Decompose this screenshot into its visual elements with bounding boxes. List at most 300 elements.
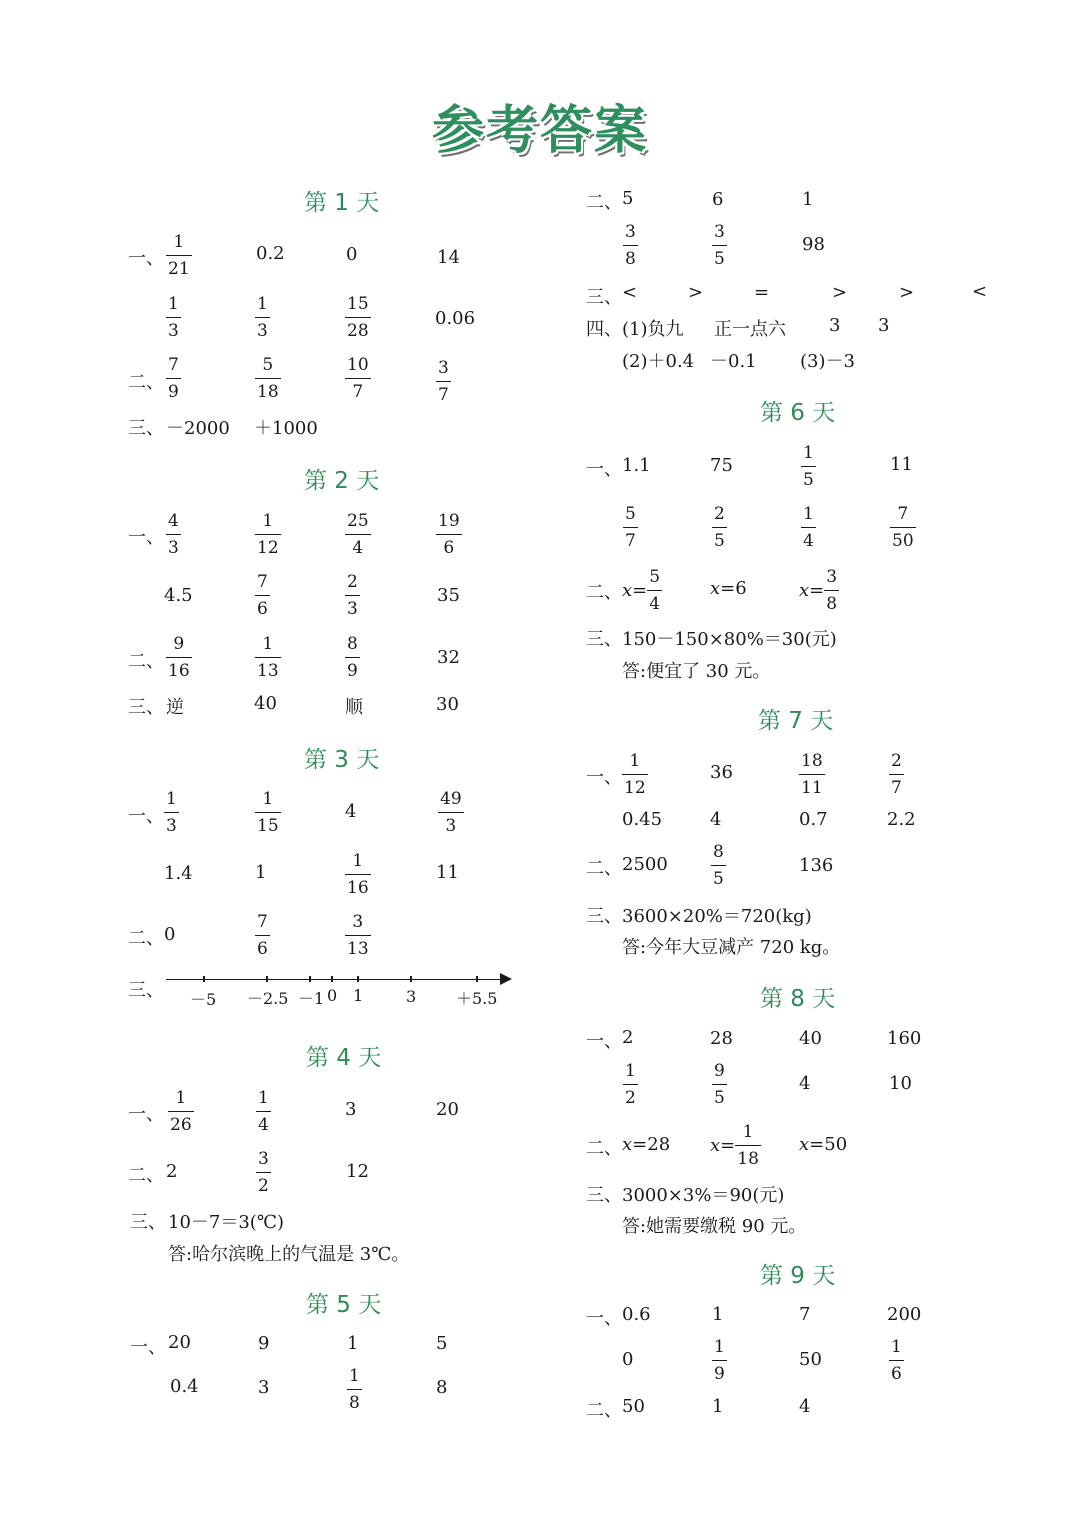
answer: 20 <box>436 1099 459 1120</box>
denominator: 4 <box>649 594 661 614</box>
numerator: 2 <box>714 504 725 524</box>
section-mark: 二、 <box>128 1165 164 1186</box>
fraction <box>258 1087 269 1136</box>
number-line-label: －5 <box>190 990 217 1009</box>
numerator: 5 <box>649 567 661 587</box>
denominator: 3 <box>445 816 457 836</box>
numerator: 1 <box>262 789 274 809</box>
day-heading: 第 9 天 <box>760 1263 836 1289</box>
fraction-bar <box>164 812 179 813</box>
numerator: 4 <box>168 511 179 531</box>
denominator: 2 <box>258 1176 269 1196</box>
numerator: 7 <box>257 912 268 932</box>
numerator: 15 <box>347 294 369 314</box>
answer: 9 <box>258 1333 270 1354</box>
denominator: 13 <box>347 939 369 959</box>
number-line-label: 1 <box>353 986 364 1005</box>
fraction <box>166 788 177 837</box>
fraction <box>624 750 646 799</box>
fraction-bar <box>799 774 825 775</box>
numerator: 1 <box>173 232 185 252</box>
fraction-bar <box>345 317 371 318</box>
fraction <box>168 293 179 342</box>
fraction <box>257 293 268 342</box>
calculation: 3000×3%＝90(元) <box>622 1185 785 1206</box>
calculation: 150－150×80%＝30(元) <box>622 629 837 650</box>
fraction-bar <box>345 874 371 875</box>
answer: 136 <box>799 855 834 876</box>
answer: 6 <box>712 189 724 210</box>
numerator: 3 <box>438 358 449 378</box>
denominator: 3 <box>257 321 268 341</box>
answer: 98 <box>802 234 825 255</box>
section-mark: 二、 <box>128 928 164 949</box>
section-mark: 四、 <box>586 319 622 340</box>
answer: 0.6 <box>622 1304 651 1325</box>
denominator: 5 <box>714 249 725 269</box>
answer: 8 <box>436 1377 448 1398</box>
day-heading: 第 1 天 <box>304 190 380 216</box>
answer: 2 <box>166 1161 178 1182</box>
day-heading: 第 4 天 <box>306 1045 382 1071</box>
section-mark: 三、 <box>586 1185 622 1206</box>
section-mark: 一、 <box>130 1337 166 1358</box>
fraction-bar <box>166 317 181 318</box>
section-mark: 二、 <box>586 582 622 603</box>
numerator: 49 <box>440 789 462 809</box>
equation: x=28 <box>622 1134 671 1155</box>
numerator: 1 <box>629 751 641 771</box>
day-heading: 第 6 天 <box>760 400 836 426</box>
answer: 1 <box>802 189 814 210</box>
denominator: 6 <box>257 939 268 959</box>
fraction <box>891 1336 902 1385</box>
denominator: 18 <box>737 1149 759 1169</box>
answer: 1 <box>347 1333 359 1354</box>
numerator: 3 <box>826 567 838 587</box>
fraction-bar <box>255 657 281 658</box>
numerator: 8 <box>347 634 358 654</box>
fraction-bar <box>255 378 281 379</box>
section-mark: 二、 <box>586 1400 622 1421</box>
numerator: 1 <box>257 294 268 314</box>
answer: 30 <box>436 694 459 715</box>
fraction <box>349 1365 360 1414</box>
answer: 0.2 <box>256 243 285 264</box>
answer-sentence: 答:今年大豆减产 720 kg。 <box>622 937 841 958</box>
fraction-bar <box>255 812 281 813</box>
answer: (1)负九 <box>622 319 684 340</box>
fraction-bar <box>436 381 451 382</box>
fraction <box>714 1060 725 1109</box>
answer: 35 <box>437 585 460 606</box>
equation: x=50 <box>799 1134 848 1155</box>
section-mark: 二、 <box>586 1138 622 1159</box>
fraction-bar <box>345 595 360 596</box>
denominator: 12 <box>624 778 646 798</box>
fraction-bar <box>801 466 816 467</box>
answer: 4 <box>345 801 357 822</box>
fraction <box>347 633 358 682</box>
fraction <box>891 750 902 799</box>
answer: 0 <box>622 1349 634 1370</box>
answer: 3 <box>878 315 890 336</box>
fraction <box>257 911 268 960</box>
numerator: 1 <box>349 1366 360 1386</box>
numerator: 7 <box>168 355 179 375</box>
denominator: 3 <box>168 321 179 341</box>
answer: 5 <box>622 188 634 209</box>
numerator: 3 <box>714 222 725 242</box>
answer: 1 <box>712 1396 724 1417</box>
denominator: 50 <box>892 531 914 551</box>
denominator: 7 <box>891 778 902 798</box>
answer: 顺 <box>345 697 363 718</box>
fraction <box>168 354 179 403</box>
fraction <box>170 1087 192 1136</box>
fraction <box>347 354 369 403</box>
answer: 5 <box>436 1333 448 1354</box>
numerator: 3 <box>258 1149 269 1169</box>
answer: 75 <box>710 455 733 476</box>
fraction <box>440 788 462 837</box>
answer: 50 <box>799 1349 822 1370</box>
numerator: 1 <box>803 443 814 463</box>
denominator: 3 <box>166 816 177 836</box>
denominator: 7 <box>352 382 364 402</box>
fraction-bar <box>256 1111 271 1112</box>
fraction-bar <box>623 245 638 246</box>
fraction <box>347 293 369 342</box>
answer-sentence: 答:哈尔滨晚上的气温是 3℃。 <box>168 1244 410 1265</box>
equation: x=6 <box>710 578 747 599</box>
section-mark: 二、 <box>586 858 622 879</box>
number-line-label: ＋5.5 <box>456 989 498 1008</box>
denominator: 6 <box>891 1364 902 1384</box>
calculation: 10－7＝3(℃) <box>168 1212 284 1233</box>
answer: 4 <box>799 1396 811 1417</box>
section-mark: 一、 <box>128 806 164 827</box>
numerator: 1 <box>166 789 177 809</box>
section-mark: 一、 <box>128 1104 164 1125</box>
answer: －0.1 <box>710 351 757 372</box>
answer: 40 <box>254 693 277 714</box>
numerator: 10 <box>347 355 369 375</box>
equation: x= $\frac{3}{8}$ <box>799 567 838 614</box>
comparison: > <box>899 282 915 303</box>
equation: x= $\frac{5}{4}$ <box>622 567 661 614</box>
day-heading: 第 7 天 <box>758 708 834 734</box>
denominator: 18 <box>257 382 279 402</box>
section-mark: 三、 <box>130 1212 166 1233</box>
fraction-bar <box>712 527 727 528</box>
fraction-bar <box>801 527 816 528</box>
day-heading: 第 2 天 <box>304 468 380 494</box>
denominator: 21 <box>168 259 190 279</box>
fraction <box>168 510 179 559</box>
section-mark: 三、 <box>586 629 622 650</box>
fraction <box>347 571 358 620</box>
answer: －2000 <box>166 418 230 439</box>
fraction-bar <box>712 1360 727 1361</box>
fraction <box>714 221 725 270</box>
comparison: < <box>622 282 638 303</box>
denominator: 5 <box>713 869 724 889</box>
fraction <box>438 510 460 559</box>
fraction-bar <box>622 774 648 775</box>
fraction-bar <box>255 317 270 318</box>
denominator: 8 <box>349 1393 360 1413</box>
fraction <box>347 850 369 899</box>
equation: x= $\frac{1}{18}$ <box>710 1122 759 1169</box>
fraction-bar <box>255 935 270 936</box>
numerator: 25 <box>347 511 369 531</box>
fraction-bar <box>345 935 371 936</box>
section-mark: 一、 <box>586 1031 622 1052</box>
fraction <box>257 354 279 403</box>
answer: 14 <box>437 247 460 268</box>
answer: 7 <box>799 1304 811 1325</box>
denominator: 9 <box>714 1364 725 1384</box>
denominator: 6 <box>443 538 455 558</box>
answer: 4.5 <box>164 585 193 606</box>
fraction <box>892 503 914 552</box>
section-mark: 二、 <box>128 372 164 393</box>
numerator: 1 <box>258 1088 269 1108</box>
fraction <box>801 750 823 799</box>
answer: 3 <box>345 1099 357 1120</box>
numerator: 1 <box>175 1088 187 1108</box>
numerator: 19 <box>438 511 460 531</box>
comparison: > <box>832 282 848 303</box>
answer: 2 <box>622 1027 634 1048</box>
section-mark: 三、 <box>128 418 164 439</box>
section-mark: 一、 <box>128 248 164 269</box>
numerator: 1 <box>891 1337 902 1357</box>
fraction-bar <box>255 534 281 535</box>
denominator: 5 <box>803 470 814 490</box>
denominator: 26 <box>170 1115 192 1135</box>
section-mark: 三、 <box>128 697 164 718</box>
fraction-bar <box>647 590 662 591</box>
day-heading: 第 8 天 <box>760 986 836 1012</box>
denominator: 15 <box>257 816 279 836</box>
fraction <box>257 633 279 682</box>
fraction-bar <box>166 657 192 658</box>
fraction <box>438 357 449 406</box>
denominator: 3 <box>168 538 179 558</box>
fraction-bar <box>168 1111 194 1112</box>
arrow-right-icon <box>500 973 514 985</box>
fraction-bar <box>166 534 181 535</box>
fraction-bar <box>712 245 727 246</box>
answer: 0 <box>346 244 358 265</box>
numerator: 1 <box>742 1122 754 1142</box>
section-mark: 一、 <box>128 527 164 548</box>
numerator: 9 <box>714 1061 725 1081</box>
fraction-bar <box>890 527 916 528</box>
number-line-label: －1 <box>298 989 325 1008</box>
fraction-bar <box>824 590 839 591</box>
answer: 32 <box>437 647 460 668</box>
numerator: 3 <box>625 222 636 242</box>
answer: 40 <box>799 1028 822 1049</box>
day-heading: 第 3 天 <box>304 747 380 773</box>
answer: 2500 <box>622 854 668 875</box>
answer: 0.7 <box>799 809 828 830</box>
denominator: 7 <box>438 385 449 405</box>
answer: 200 <box>887 1304 922 1325</box>
fraction-bar <box>889 1360 904 1361</box>
comparison: < <box>972 281 988 302</box>
numerator: 2 <box>891 751 902 771</box>
numerator: 1 <box>803 504 814 524</box>
section-mark: 一、 <box>586 459 622 480</box>
fraction-bar <box>345 378 371 379</box>
fraction-bar <box>438 812 464 813</box>
numerator: 5 <box>625 504 636 524</box>
day-heading: 第 5 天 <box>306 1292 382 1318</box>
answer: 36 <box>710 762 733 783</box>
page-title: 参考答案 <box>431 101 648 161</box>
calculation: 3600×20%＝720(kg) <box>622 906 812 927</box>
answer: 1 <box>712 1304 724 1325</box>
denominator: 8 <box>826 594 838 614</box>
denominator: 2 <box>625 1088 636 1108</box>
fraction <box>625 221 636 270</box>
answer-sentence: 答:便宜了 30 元。 <box>622 661 771 682</box>
answer: 50 <box>622 1396 645 1417</box>
section-mark: 三、 <box>586 287 622 308</box>
denominator: 5 <box>714 1088 725 1108</box>
numerator: 5 <box>262 355 274 375</box>
answer: 0.06 <box>435 308 476 329</box>
denominator: 16 <box>168 661 190 681</box>
answer: 12 <box>346 1161 369 1182</box>
fraction <box>258 1148 269 1197</box>
numerator: 1 <box>262 634 274 654</box>
fraction <box>257 510 279 559</box>
denominator: 4 <box>258 1115 269 1135</box>
fraction-bar <box>345 534 371 535</box>
denominator: 16 <box>347 878 369 898</box>
fraction-bar <box>347 1389 362 1390</box>
fraction <box>625 1060 636 1109</box>
fraction-bar <box>711 865 726 866</box>
fraction-bar <box>166 255 192 256</box>
fraction-bar <box>345 657 360 658</box>
fraction-bar <box>623 1084 638 1085</box>
answer: 0.45 <box>622 809 663 830</box>
numerator: 3 <box>352 912 364 932</box>
fraction <box>257 788 279 837</box>
denominator: 12 <box>257 538 279 558</box>
numerator: 1 <box>714 1337 725 1357</box>
fraction-bar <box>889 774 904 775</box>
denominator: 9 <box>347 661 358 681</box>
fraction <box>257 571 268 620</box>
numerator: 8 <box>713 842 724 862</box>
section-mark: 二、 <box>586 192 622 213</box>
answer: 11 <box>890 454 913 475</box>
number-line-label: －2.5 <box>247 989 289 1008</box>
denominator: 28 <box>347 321 369 341</box>
answer: 3 <box>829 315 841 336</box>
fraction <box>168 633 190 682</box>
fraction <box>713 841 724 890</box>
answer: 20 <box>168 1332 191 1353</box>
answer: 逆 <box>166 697 184 718</box>
numerator: 7 <box>897 504 909 524</box>
section-mark: 一、 <box>586 1308 622 1329</box>
answer: 160 <box>887 1028 922 1049</box>
fraction <box>347 911 369 960</box>
numerator: 7 <box>257 572 268 592</box>
denominator: 3 <box>347 599 358 619</box>
denominator: 8 <box>625 249 636 269</box>
numerator: 9 <box>173 634 185 654</box>
fraction <box>714 503 725 552</box>
answer-sentence: 答:她需要缴税 90 元。 <box>622 1216 807 1237</box>
denominator: 11 <box>801 778 823 798</box>
answer: 1 <box>255 862 267 883</box>
fraction <box>714 1336 725 1385</box>
fraction-bar <box>255 595 270 596</box>
denominator: 4 <box>352 538 364 558</box>
numerator: 18 <box>801 751 823 771</box>
section-mark: 一、 <box>586 767 622 788</box>
comparison: = <box>754 282 770 303</box>
section-mark: 三、 <box>586 906 622 927</box>
numerator: 1 <box>625 1061 636 1081</box>
fraction-bar <box>166 378 181 379</box>
answer: (3)－3 <box>800 351 855 372</box>
answer: 0.4 <box>170 1376 199 1397</box>
answer: ＋1000 <box>254 418 318 439</box>
numerator: 2 <box>347 572 358 592</box>
numerator: 1 <box>168 294 179 314</box>
answer: 1.1 <box>622 455 651 476</box>
denominator: 6 <box>257 599 268 619</box>
answer: 4 <box>799 1073 811 1094</box>
answer: 1.4 <box>164 863 193 884</box>
denominator: 5 <box>714 531 725 551</box>
answer: 10 <box>889 1073 912 1094</box>
answer: 11 <box>436 862 459 883</box>
fraction <box>625 503 636 552</box>
fraction-bar <box>735 1145 761 1146</box>
answer: (2)＋0.4 <box>622 351 695 372</box>
answer: 2.2 <box>887 809 916 830</box>
section-mark: 二、 <box>128 651 164 672</box>
denominator: 13 <box>257 661 279 681</box>
fraction-bar <box>712 1084 727 1085</box>
fraction-bar <box>256 1172 271 1173</box>
answer: 正一点六 <box>714 319 786 340</box>
fraction <box>803 503 814 552</box>
fraction-bar <box>623 527 638 528</box>
answer: 4 <box>710 809 722 830</box>
fraction <box>347 510 369 559</box>
fraction <box>168 231 190 280</box>
numerator: 1 <box>262 511 274 531</box>
answer: 28 <box>710 1028 733 1049</box>
comparison: > <box>688 282 704 303</box>
section-mark: 三、 <box>128 980 164 1001</box>
number-line-label: 0 <box>327 986 338 1005</box>
denominator: 9 <box>168 382 179 402</box>
answer: 0 <box>164 924 176 945</box>
